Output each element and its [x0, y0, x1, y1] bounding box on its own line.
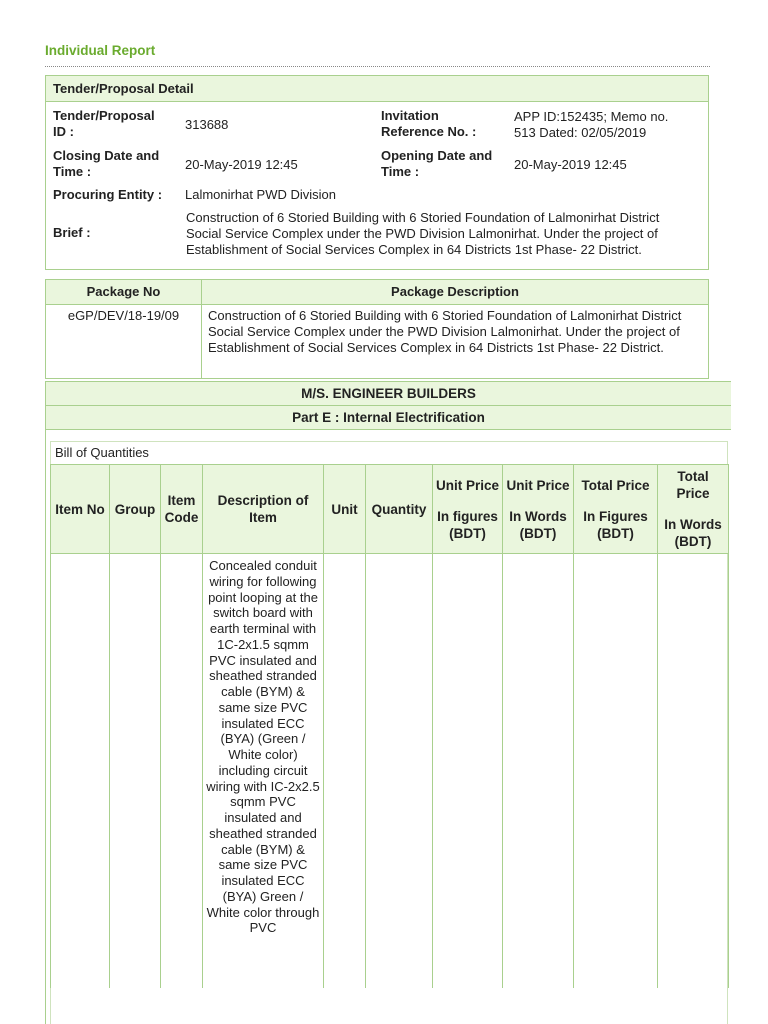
cell-unit-price-words — [503, 554, 574, 989]
vendor-name: M/S. ENGINEER BUILDERS — [46, 382, 731, 406]
total-price-words-title: Total Price — [676, 469, 710, 501]
cell-quantity — [366, 554, 433, 989]
cell-group — [110, 554, 161, 989]
tender-id-label: Tender/Proposal ID : — [53, 108, 155, 139]
table-row — [46, 305, 709, 379]
package-no-header: Package No — [46, 280, 202, 305]
col-total-price-words — [658, 465, 729, 554]
opening-date-value: 20-May-2019 12:45 — [514, 157, 627, 172]
cell-unit — [324, 554, 366, 989]
unit-price-words-sub: In Words (BDT) — [509, 508, 567, 541]
cell-description: Concealed conduit wiring for following point looping at the switch board with earth terminal with 1C-2x1.5 sqmm PVC insulated and sheathed stranded cable (BYM) & same size PVC insulated ECC (BYA) (Green / White color) including circuit wiring with IC-2x2.5 sqmm PVC insulated and sheathed stranded cable (BYM) & same size PVC insulated ECC (BYA) Green / White color through PVC — [203, 554, 324, 989]
cell-total-price — [574, 554, 658, 989]
invitation-ref-value: APP ID:152435; Memo no. 513 Dated: 02/05/2019 — [514, 109, 669, 140]
package-description-cell: Construction of 6 Storied Building with 6 Storied Foundation of Lalmonirhat District Social Service Complex under the PWD Division Lalmonirhat. Under the project of Establishment of Social Services Complex in 64 Districts 1st Phase- 22 District. — [202, 305, 709, 379]
col-total-price — [574, 465, 658, 554]
package-no-cell: eGP/DEV/18-19/09 — [46, 305, 202, 379]
divider — [45, 66, 710, 67]
package-description-header: Package Description — [202, 280, 709, 305]
closing-date-label: Closing Date and Time : — [53, 148, 160, 179]
tender-id-value: 313688 — [185, 117, 229, 132]
col-group: Group — [110, 465, 161, 554]
opening-date-label: Opening Date and Time : — [381, 148, 493, 179]
report-title: Individual Report — [45, 43, 156, 58]
total-price-sub: In Figures (BDT) — [583, 508, 648, 541]
cell-unit-price — [433, 554, 503, 989]
brief-label: Brief : — [53, 225, 91, 240]
cell-item-code — [161, 554, 203, 989]
col-unit-price — [433, 465, 503, 554]
closing-date-value: 20-May-2019 12:45 — [185, 157, 298, 172]
unit-price-sub: In figures (BDT) — [437, 508, 498, 541]
boq-caption: Bill of Quantities — [55, 445, 149, 460]
unit-price-words-title: Unit Price — [506, 477, 570, 493]
tender-detail-header: Tender/Proposal Detail — [46, 76, 708, 102]
total-price-words-sub: In Words (BDT) — [664, 517, 722, 549]
col-quantity: Quantity — [366, 465, 433, 554]
tender-detail-panel — [45, 75, 709, 270]
vendor-part: Part E : Internal Electrification — [46, 406, 731, 430]
col-unit-price-words — [503, 465, 574, 554]
col-description: Description of Item — [203, 465, 324, 554]
cell-total-price-words — [658, 554, 729, 989]
boq-header-row — [51, 465, 729, 554]
boq-table — [50, 464, 729, 988]
brief-value: Construction of 6 Storied Building with 6 Storied Foundation of Lalmonirhat District Social Service Complex under the PWD Division Lalmonirhat. Under the project of Establishment of Social Services Complex in 64 Districts 1st Phase- 22 District. — [186, 210, 660, 257]
package-table — [45, 279, 709, 379]
col-unit: Unit — [324, 465, 366, 554]
boq-panel — [50, 441, 728, 1024]
invitation-ref-label: Invitation Reference No. : — [381, 108, 477, 139]
procuring-entity-value: Lalmonirhat PWD Division — [185, 187, 336, 202]
total-price-title: Total Price — [581, 477, 650, 493]
unit-price-title: Unit Price — [435, 477, 500, 493]
procuring-entity-label: Procuring Entity : — [53, 187, 163, 202]
cell-item-no — [51, 554, 110, 989]
col-item-code: Item Code — [161, 465, 203, 554]
col-item-no: Item No — [51, 465, 110, 554]
table-row — [51, 554, 729, 989]
